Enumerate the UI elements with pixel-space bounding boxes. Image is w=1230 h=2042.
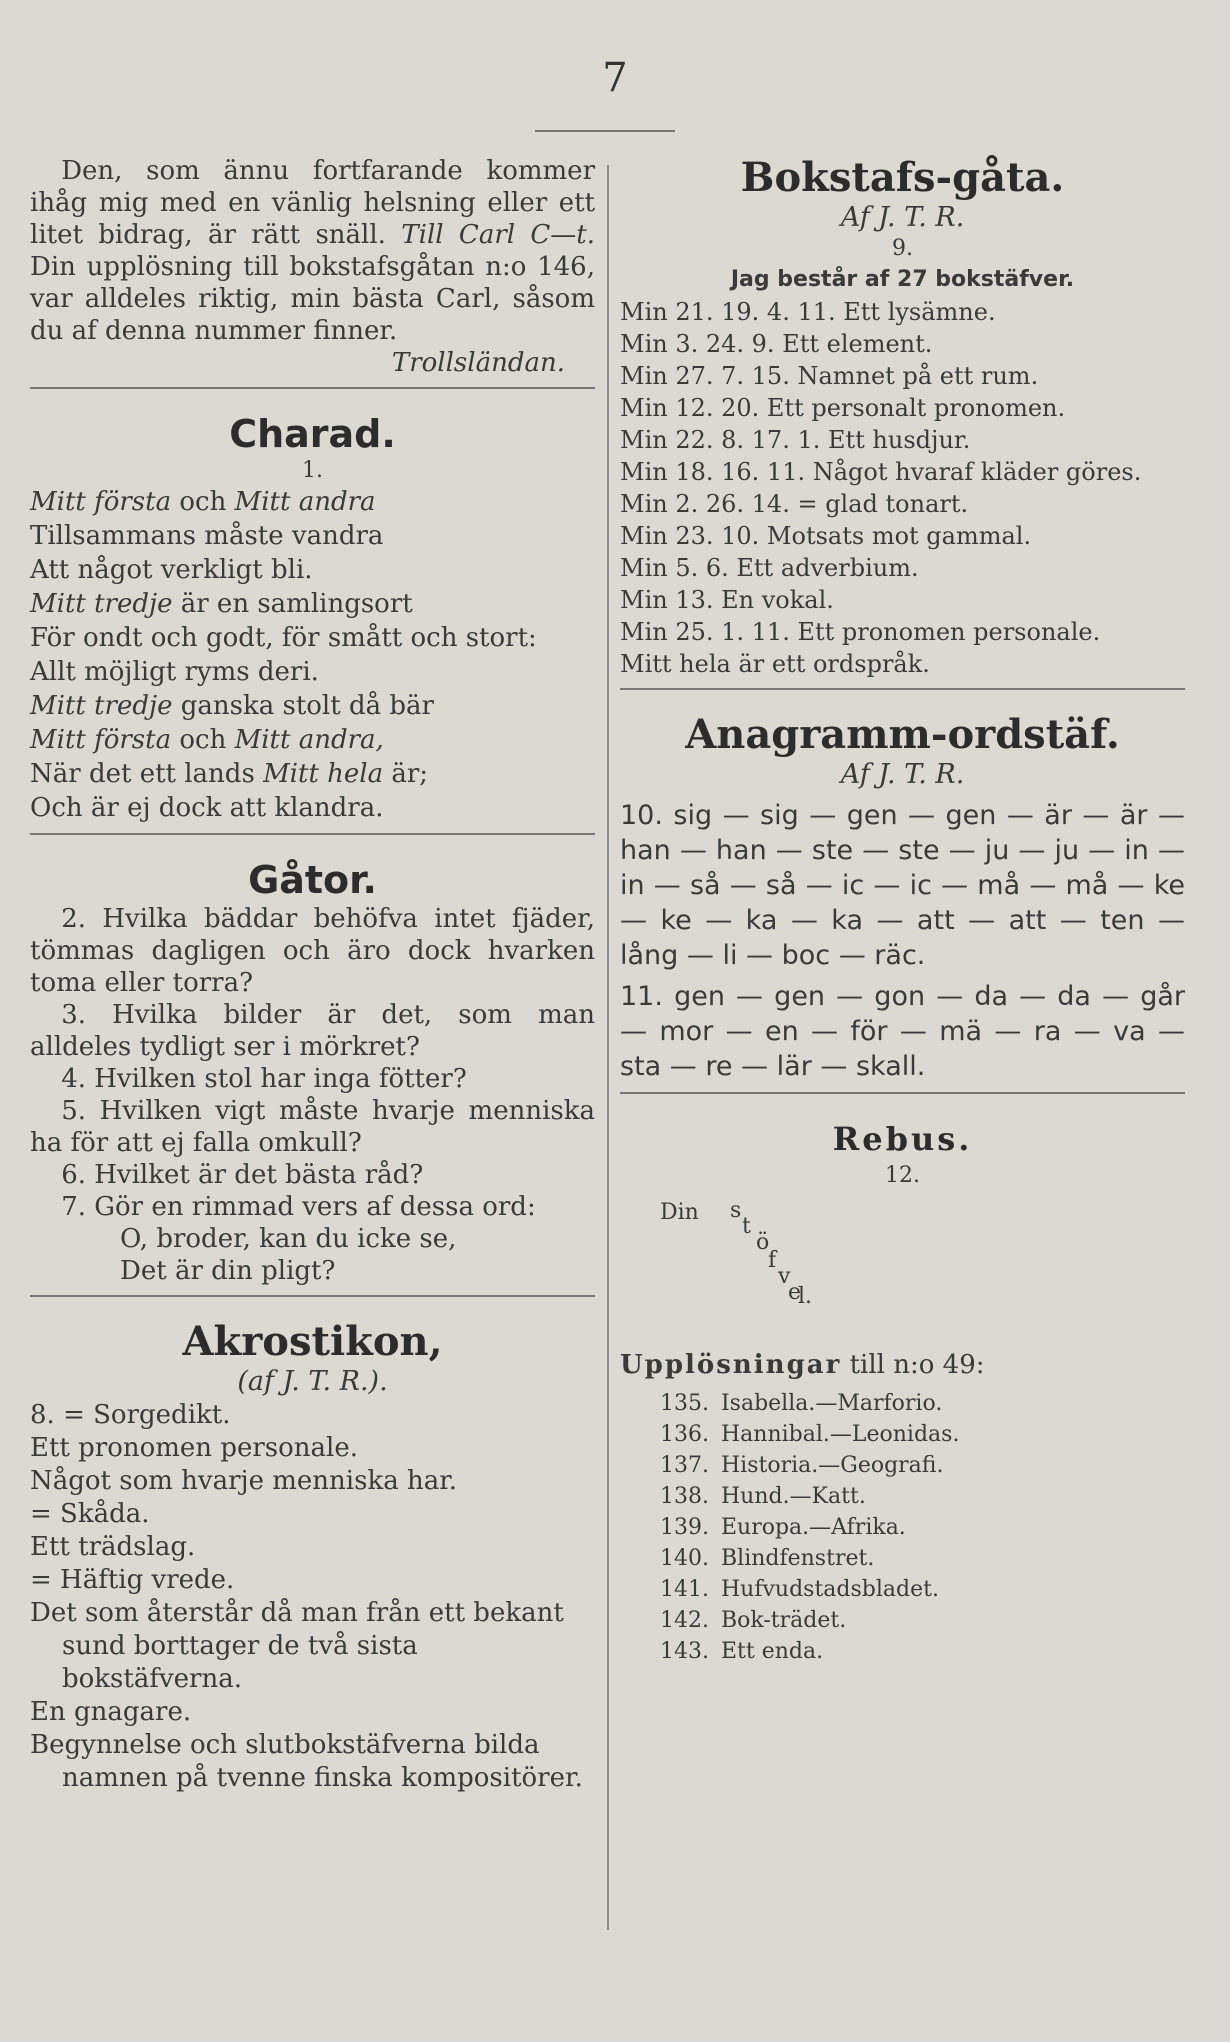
right-column <box>620 155 1185 1667</box>
solution-answer: Hannibal.—Leonidas. <box>720 1422 960 1447</box>
verse-line: Mitt tredje ganska stolt då bär <box>30 691 434 721</box>
solution-answer: Isabella.—Marforio. <box>720 1391 943 1416</box>
bokstafs-clue: Min 2. 26. 14. = glad tonart. <box>620 490 969 518</box>
table-row <box>660 1636 971 1667</box>
verse-line: När det ett lands Mitt hela är; <box>30 759 429 789</box>
charad-title: Charad. <box>229 412 396 456</box>
rebus-letter: ö <box>756 1230 770 1255</box>
verse-line: Mitt tredje är en samlingsort <box>30 589 413 619</box>
riddle-item: 2. Hvilka bäddar behöfva intet fjäder, tömmas dagligen och äro dock hvarken toma eller torra? <box>30 904 595 998</box>
editor-note-addressee: Till Carl C—t. <box>401 220 596 250</box>
solution-number: 135. <box>660 1391 709 1416</box>
verse-line: Och är ej dock att klandra. <box>30 793 384 823</box>
bokstafs-clue: Min 12. 20. Ett personalt pronomen. <box>620 394 1066 422</box>
solution-number: 140. <box>660 1546 709 1571</box>
table-row <box>660 1543 971 1574</box>
akrostikon-line: 8. = Sorgedikt. <box>30 1400 231 1430</box>
section-rule <box>30 387 595 389</box>
riddle-item: 3. Hvilka bilder är det, som man alldeles tydligt ser i mörkret? <box>30 1000 595 1062</box>
section-rule <box>620 688 1185 690</box>
bokstafs-clue: Min 27. 7. 15. Namnet på ett rum. <box>620 362 1039 390</box>
editor-note-text: Den, som ännu fortfarande kommer ihåg mig med en vänlig helsning eller ett litet bidrag, är rätt snäll. <box>30 156 595 250</box>
akrostikon-line: Något som hvarje menniska har. <box>30 1466 458 1496</box>
anagramm-title: Anagramm-ordstäf. <box>685 711 1120 758</box>
akrostikon-title: Akrostikon, <box>182 1318 443 1365</box>
akrostikon-list <box>30 1399 595 1795</box>
bokstafs-clue: Min 23. 10. Motsats mot gammal. <box>620 522 1032 550</box>
rebus-letter: v <box>778 1264 791 1289</box>
header-rule <box>535 130 675 132</box>
akrostikon-line: En gnagare. <box>30 1697 192 1727</box>
solution-number: 138. <box>660 1484 709 1509</box>
solution-number: 136. <box>660 1422 709 1447</box>
solution-number: 141. <box>660 1577 709 1602</box>
bokstafs-number: 9. <box>892 236 913 261</box>
rebus-word: Din <box>660 1200 699 1225</box>
bokstafs-list <box>620 296 1185 680</box>
verse-line: Mitt första och Mitt andra, <box>30 725 384 755</box>
solution-answer: Hund.—Katt. <box>720 1484 866 1509</box>
anagramm-10: 10. sig — sig — gen — gen — är — är — han — han — ste — ste — ju — ju — in — in — så — så — ic — ic — må — må — ke — ke — ka — ka — att — att — ten — lång — li — boc — räc. <box>620 800 1185 971</box>
anagramm-author: Af J. T. R. <box>840 759 965 790</box>
editor-note <box>30 155 596 378</box>
akrostikon-line: Det som återstår då man från ett bekant sund borttager de två sista bokstäfverna. <box>30 1598 564 1694</box>
verse-line: För ondt och godt, för smått och stort: <box>30 623 537 653</box>
table-row <box>660 1512 971 1543</box>
page-number: 7 <box>602 55 628 101</box>
bokstafs-clue: Min 3. 24. 9. Ett element. <box>620 330 933 358</box>
solutions-table <box>660 1388 971 1667</box>
bokstafs-clue: Min 25. 1. 11. Ett pronomen personale. <box>620 618 1101 646</box>
editor-signature: Trollsländan. <box>391 348 565 378</box>
bokstafs-intro: Jag består af 27 bokstäfver. <box>730 267 1075 292</box>
table-row <box>660 1605 971 1636</box>
section-rule <box>30 1295 595 1297</box>
riddle-verse-line: O, broder, kan du icke se, <box>120 1224 457 1254</box>
solutions-heading <box>620 1350 1185 1380</box>
solution-number: 143. <box>660 1639 709 1664</box>
rebus-puzzle <box>620 1190 1185 1310</box>
rebus-letter: f <box>768 1248 777 1273</box>
bokstafs-clue: Mitt hela är ett ordspråk. <box>620 650 930 678</box>
charad-number: 1. <box>302 458 323 483</box>
table-row <box>660 1388 971 1419</box>
verse-line: Tillsammans måste vandra <box>30 521 384 551</box>
solution-number: 142. <box>660 1608 709 1633</box>
section-rule <box>620 1092 1185 1094</box>
rebus-letter: l. <box>798 1284 813 1309</box>
solutions-suffix: till n:o 49: <box>841 1350 985 1380</box>
rebus-letter: t <box>742 1214 751 1239</box>
riddle-item: 7. Gör en rimmad vers af dessa ord: <box>61 1192 536 1222</box>
akrostikon-line: = Skåda. <box>30 1499 150 1529</box>
akrostikon-line: Begynnelse och slutbokstäfverna bilda namnen på tvenne finska kompositörer. <box>30 1730 583 1793</box>
solution-answer: Blindfenstret. <box>720 1546 875 1571</box>
akrostikon-line: = Häftig vrede. <box>30 1565 235 1595</box>
solution-number: 139. <box>660 1515 709 1540</box>
bokstafs-clue: Min 22. 8. 17. 1. Ett husdjur. <box>620 426 971 454</box>
riddle-item: 6. Hvilket är det bästa råd? <box>61 1160 424 1190</box>
rebus-number: 12. <box>885 1163 920 1188</box>
rebus-letter: e <box>788 1280 802 1305</box>
editor-note-rest: Din upplösning till bokstafsgåtan n:o 146, var alldeles riktig, min bästa Carl, såsom du af denna nummer finner. <box>30 252 595 346</box>
bokstafs-clue: Min 13. En vokal. <box>620 586 834 614</box>
bokstafs-clue: Min 18. 16. 11. Något hvaraf kläder göres. <box>620 458 1142 486</box>
riddle-verse-line: Det är din pligt? <box>120 1256 336 1286</box>
anagramm-11: 11. gen — gen — gon — da — da — går — mor — en — för — mä — ra — va — sta — re — lär — skall. <box>620 981 1185 1082</box>
solution-answer: Historia.—Geografi. <box>720 1453 944 1478</box>
solutions-title: Upplösningar <box>620 1350 842 1380</box>
verse-line: Allt möjligt ryms deri. <box>30 657 319 687</box>
solution-answer: Ett enda. <box>720 1639 824 1664</box>
gator-title: Gåtor. <box>248 858 377 902</box>
table-row <box>660 1481 971 1512</box>
rebus-title: Rebus. <box>832 1120 973 1158</box>
akrostikon-author: (af J. T. R.). <box>237 1366 388 1397</box>
riddle-item: 5. Hvilken vigt måste hvarje menniska ha för att ej falla omkull? <box>30 1096 595 1158</box>
solution-answer: Bok-trädet. <box>720 1608 847 1633</box>
section-rule <box>30 833 595 835</box>
rebus-letter: s <box>730 1198 742 1223</box>
solution-answer: Europa.—Afrika. <box>720 1515 906 1540</box>
column-divider <box>607 165 609 1930</box>
solution-answer: Hufvudstadsbladet. <box>720 1577 939 1602</box>
bokstafs-clue: Min 5. 6. Ett adverbium. <box>620 554 919 582</box>
table-row <box>660 1419 971 1450</box>
verse-line: Mitt första och Mitt andra <box>30 487 376 517</box>
left-column <box>30 155 595 1795</box>
akrostikon-line: Ett trädslag. <box>30 1532 196 1562</box>
bokstafs-author: Af J. T. R. <box>840 202 965 233</box>
bokstafs-title: Bokstafs-gåta. <box>740 154 1065 201</box>
akrostikon-line: Ett pronomen personale. <box>30 1433 358 1463</box>
table-row <box>660 1450 971 1481</box>
riddle-item: 4. Hvilken stol har inga fötter? <box>61 1064 467 1094</box>
solution-number: 137. <box>660 1453 709 1478</box>
verse-line: Att något verkligt bli. <box>30 555 313 585</box>
table-row <box>660 1574 971 1605</box>
charad-verse <box>30 485 595 825</box>
bokstafs-clue: Min 21. 19. 4. 11. Ett lysämne. <box>620 298 996 326</box>
